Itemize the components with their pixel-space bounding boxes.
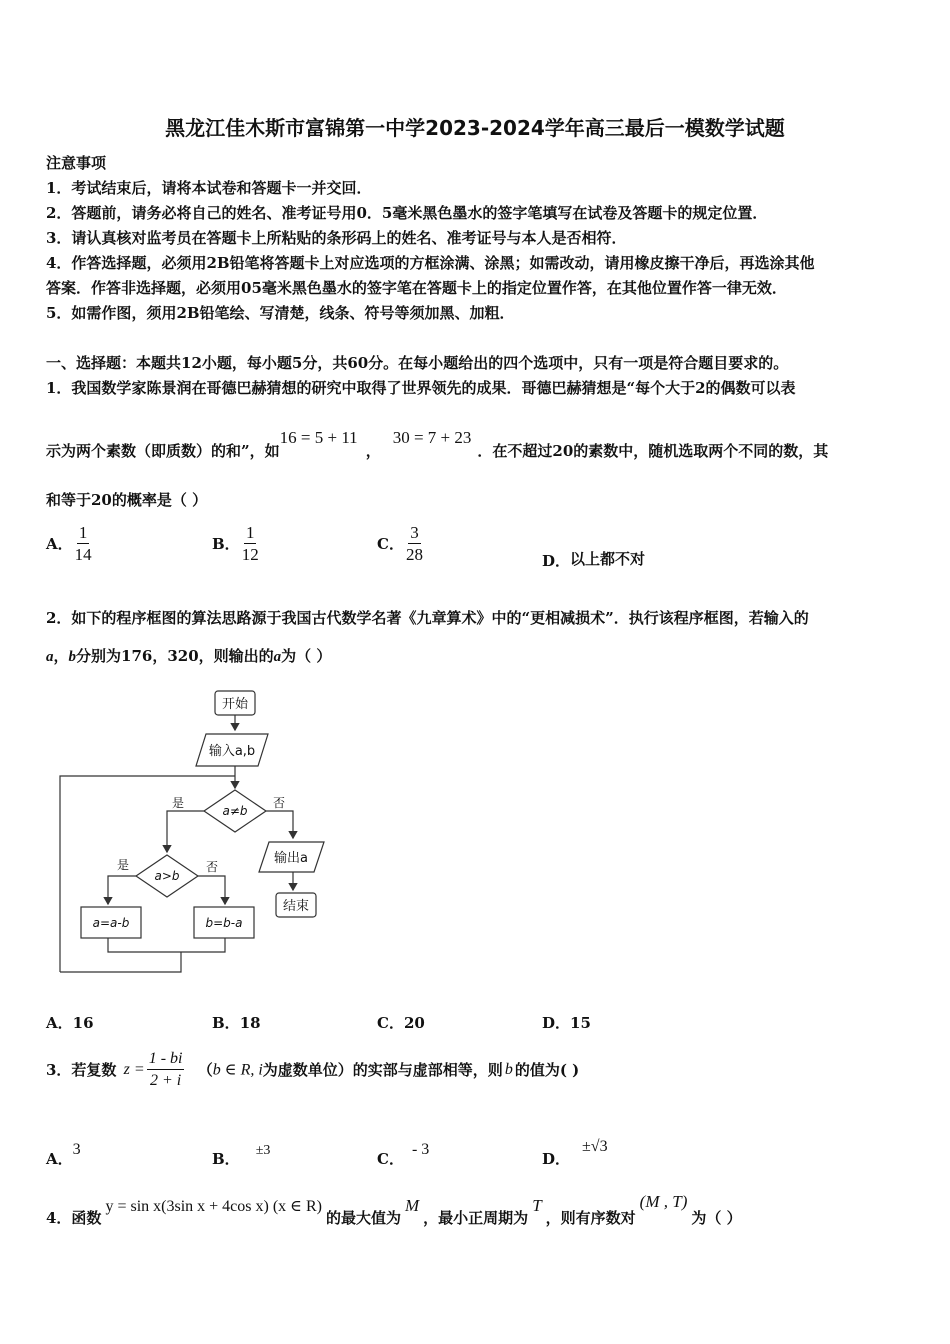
q3-fraction: $\frac{1 - bi}{2 + i}$ — [148, 1050, 183, 1089]
q2-option-b[interactable]: B．18 — [212, 1014, 261, 1032]
q3-option-a[interactable]: A．3 — [46, 1141, 81, 1168]
q2-line2: a，b分别为176，320，则输出的a为（ ） — [46, 647, 332, 665]
q1-text-b: ．在不超过20的素数中，随机选取两个不同的数，其 — [477, 442, 829, 460]
flow-output-label: 输出a — [274, 851, 308, 866]
q4-line: 4．函数y = sin x(3sin x + 4cos x) (x ∈ R)的最大值为M，最小正周期为T，则有序数对(M , T)为（ ） — [46, 1192, 742, 1227]
q3-option-b[interactable]: B． ±3 — [212, 1143, 271, 1168]
section-heading: 一、选择题：本题共12小题，每小题5分，共60分。在每小题给出的四个选项中，只有一项是符合题目要求的。 — [46, 354, 789, 372]
notice-item-3: 3．请认真核对监考员在答题卡上所粘贴的条形码上的姓名、准考证号与本人是否相符． — [46, 229, 627, 247]
notice-heading: 注意事项 — [46, 154, 107, 172]
program-flowchart — [50, 684, 340, 980]
q1-option-a-fraction: $\frac{1}{14}$ — [74, 523, 92, 564]
q1-option-d[interactable]: D．以上都不对 — [542, 550, 646, 570]
q2-option-a[interactable]: A．16 — [46, 1014, 94, 1032]
flow-assign2-label: b=b-a — [205, 916, 243, 930]
flow-assign1-label: a=a-b — [92, 916, 130, 930]
notice-item-1: 1．考试结束后，请将本试卷和答题卡一并交回． — [46, 179, 372, 197]
flow-end-label: 结束 — [282, 899, 310, 914]
q3-line: 3．若复数 z = $\frac{1 - bi}{2 + i}$ （b ∈ R, i为虚数单位）的实部与虚部相等，则 b 的值为( ) — [46, 1050, 580, 1089]
notice-item-4: 4．作答选择题，必须用2B铅笔将答题卡上对应选项的方框涂满、涂黑；如需改动，请用橡皮擦干净后，再选涂其他 — [46, 254, 815, 272]
q3-option-c[interactable]: C．- 3 — [377, 1141, 430, 1168]
flow-cond1-label: a≠b — [222, 804, 248, 818]
flow-no2-label: 否 — [205, 860, 219, 874]
q1-line2 — [46, 428, 829, 461]
flow-yes1-label: 是 — [171, 796, 185, 810]
notice-item-5: 5．如需作图，须用2B铅笔绘、写清楚，线条、符号等须加黑、加粗． — [46, 304, 515, 322]
q1-option-b-fraction: $\frac{1}{12}$ — [241, 523, 259, 564]
flow-start-label: 开始 — [221, 697, 249, 712]
q1-eq2: 30 = 7 + 23 — [392, 428, 472, 447]
q1-text-a: 示为两个素数（即质数）的和”，如 — [46, 442, 280, 460]
q2-option-d[interactable]: D．15 — [542, 1014, 591, 1032]
q3-option-d[interactable]: D．±√3 — [542, 1138, 608, 1168]
notice-item-4-cont: 答案．作答非选择题，必须用05毫米黑色墨水的签字笔在答题卡上的指定位置作答，在其他位置作答一律无效． — [46, 279, 787, 297]
flow-no1-label: 否 — [272, 796, 286, 810]
flow-yes2-label: 是 — [116, 858, 130, 872]
q1-eq1: 16 = 5 + 11 — [279, 428, 358, 447]
q2-line1: 2．如下的程序框图的算法思路源于我国古代数学名著《九章算术》中的“更相减损术”．执行该程序框图，若输入的 — [46, 609, 809, 627]
flow-cond2-label: a>b — [154, 869, 180, 883]
q1-option-c-fraction: $\frac{3}{28}$ — [405, 523, 423, 564]
q4-function: y = sin x(3sin x + 4cos x) (x ∈ R) — [105, 1198, 322, 1215]
q1-sep: ， — [365, 442, 381, 460]
q2-option-c[interactable]: C．20 — [377, 1014, 425, 1032]
page-title: 黑龙江佳木斯市富锦第一中学2023-2024学年高三最后一模数学试题 — [165, 116, 785, 140]
q1-option-a[interactable]: A． $\frac{1}{14}$ — [46, 523, 92, 564]
q1-option-c[interactable]: C． $\frac{3}{28}$ — [377, 523, 423, 564]
q1-line1: 1．我国数学家陈景润在哥德巴赫猜想的研究中取得了世界领先的成果．哥德巴赫猜想是“每个大于2的偶数可以表 — [46, 379, 796, 397]
flow-input-label: 输入a,b — [208, 744, 256, 759]
q1-option-b[interactable]: B． $\frac{1}{12}$ — [212, 523, 259, 564]
notice-item-2: 2．答题前，请务必将自己的姓名、准考证号用0．5毫米黑色墨水的签字笔填写在试卷及答题卡的规定位置． — [46, 204, 768, 222]
q1-line3: 和等于20的概率是（ ） — [46, 491, 208, 509]
